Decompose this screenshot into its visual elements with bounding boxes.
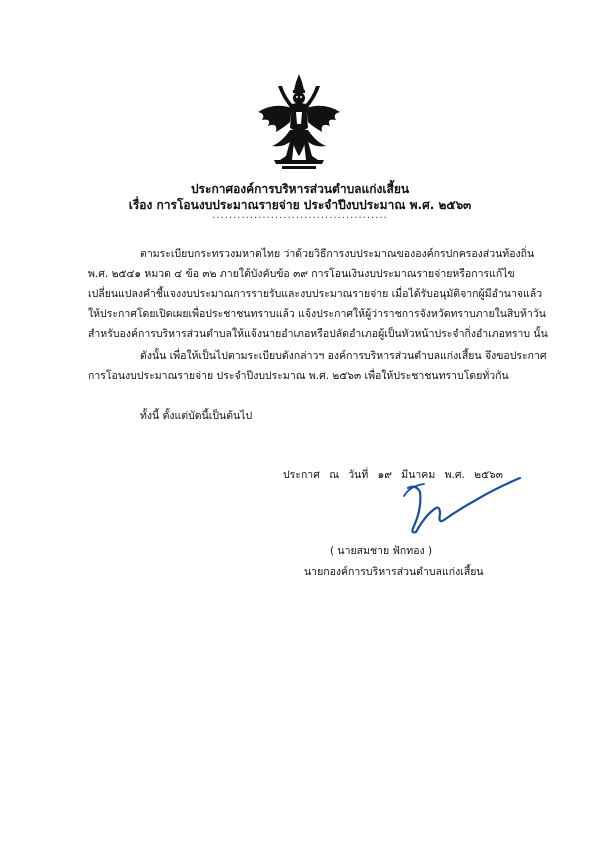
signer-name: ( นายสมชาย ฟักทอง ) [330,545,433,557]
title-divider: .......................................... [212,210,388,221]
announcement-subject: เรื่อง การโอนงบประมาณรายจ่าย ประจำปีงบประมาณ พ.ศ. ๒๕๖๓ [128,198,472,212]
signer-title: นายกองค์การบริหารส่วนตำบลแก่งเสี้ยน [304,566,484,578]
body-paragraph-1: ตามระเบียบกระทรวงมหาดไทย ว่าด้วยวิธีการงบประมาณขององค์กรปกครองส่วนท้องถิ่น พ.ศ. ๒๕๔๑ หมวด ๔ ข้อ ๓๒ ภายใต้บังคับข้อ ๓๙ การโอนเงินงบประมาณรายจ่ายหรือการแก้ไขเปลี่ยนแปลงคำชี้แจงงบประมาณการรายรับและงบประมาณรายจ่าย เมื่อได้รับอนุมัติจากผู้มีอำนาจแล้วให้ประกาศโดยเปิดเผยเพื่อประชาชนทราบแล้ว แจ้งประกาศให้ผู้ว่าราชการจังหวัดทราบภายในสิบห้าวัน สำหรับองค์การบริหารส่วนตำบลให้แจ้งนายอำเภอหรือปลัดอำเภอผู้เป็นหัวหน้าประจำกิ่งอำเภอทราบ นั้น [88,248,548,340]
announcement-title: ประกาศองค์การบริหารส่วนตำบลแก่งเสี้ยน [190,182,410,196]
body-paragraph-2: ดังนั้น เพื่อให้เป็นไปตามระเบียบดังกล่าวฯ องค์การบริหารส่วนตำบลแก่งเสี้ยน จึงขอประกาศการโอนงบประมาณรายจ่าย ประจำปีงบประมาณ พ.ศ. ๒๕๖๓ เพื่อให้ประชาชนทราบโดยทั่วกัน [88,350,547,382]
body-paragraph-3: ทั้งนี้ ตั้งแต่บัดนี้เป็นต้นไป [140,410,253,422]
announcement-date: ประกาศ ณ วันที่ ๑๙ มีนาคม พ.ศ. ๒๕๖๓ [283,469,503,481]
garuda-emblem-icon [252,72,346,172]
